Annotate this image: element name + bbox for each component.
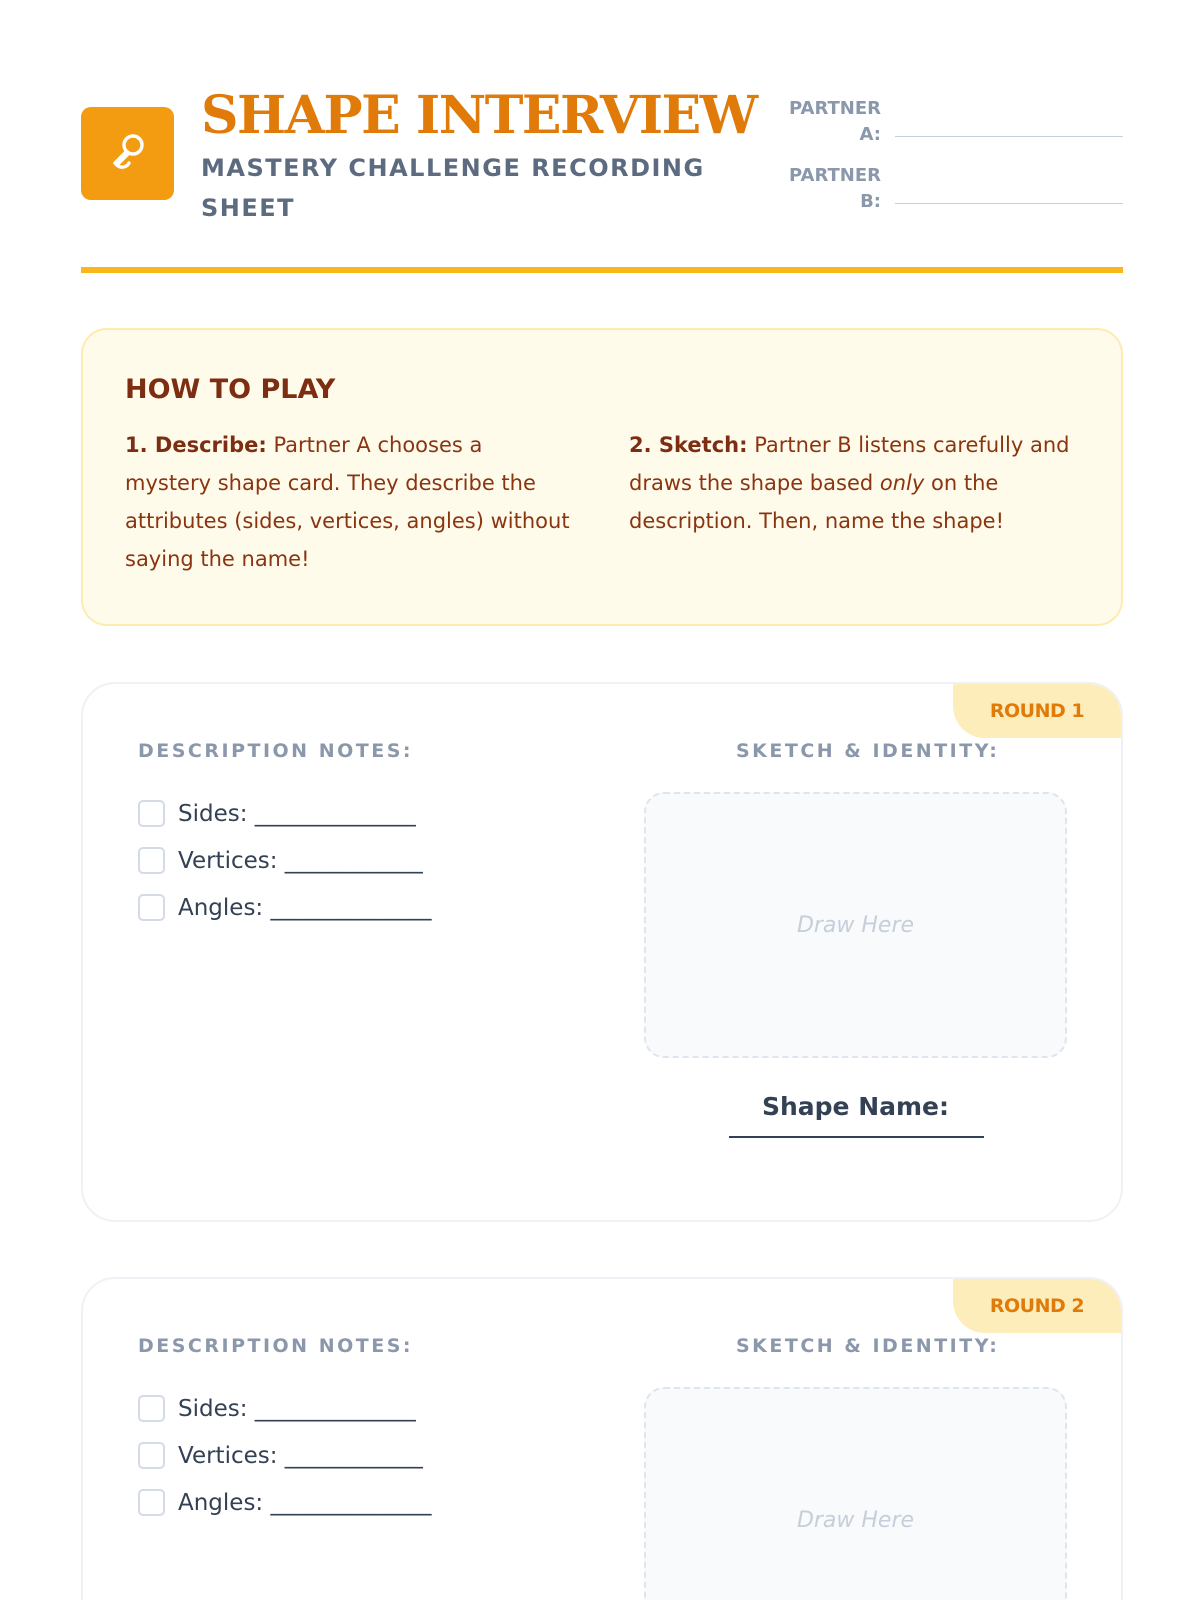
page-title: SHAPE INTERVIEW <box>201 85 757 146</box>
sides-checkbox[interactable] <box>138 1395 165 1422</box>
note-angles <box>138 884 432 931</box>
vertices-checkbox[interactable] <box>138 1442 165 1469</box>
partner-b-field[interactable] <box>895 203 1123 204</box>
note-angles <box>138 1479 432 1526</box>
description-notes-list <box>138 1385 432 1526</box>
microphone-icon <box>105 129 151 179</box>
step-describe-text: Partner A chooses a mystery shape card. They describe the attributes (sides, vertices, angles) without saying the name! <box>125 433 570 571</box>
note-angles-text: Angles: ______________ <box>178 894 432 921</box>
round-badge: ROUND 1 <box>953 684 1121 738</box>
partner-fields <box>781 96 1123 230</box>
step-describe <box>125 426 575 578</box>
sides-checkbox[interactable] <box>138 800 165 827</box>
partner-a-field[interactable] <box>895 136 1123 137</box>
description-notes-label: DESCRIPTION NOTES: <box>138 740 413 762</box>
step-sketch-emphasis: only <box>879 471 925 495</box>
step-sketch-text-before: Partner B listens carefully and draws the shape based <box>629 433 1070 495</box>
shape-name-field[interactable] <box>729 1136 984 1138</box>
vertices-checkbox[interactable] <box>138 847 165 874</box>
step-sketch-text-after: on the description. Then, name the shape! <box>629 471 1004 533</box>
note-vertices <box>138 837 432 884</box>
round-card <box>81 1277 1123 1600</box>
step-describe-label: 1. Describe: <box>125 433 267 457</box>
note-vertices <box>138 1432 432 1479</box>
note-sides-text: Sides: ______________ <box>178 1395 416 1422</box>
how-to-play-panel <box>81 328 1123 626</box>
note-angles-text: Angles: ______________ <box>178 1489 432 1516</box>
sketch-identity-label: SKETCH & IDENTITY: <box>736 1335 1000 1357</box>
note-vertices-text: Vertices: ____________ <box>178 847 423 874</box>
partner-b-row <box>781 163 1123 230</box>
partner-a-label: PARTNER A: <box>788 98 881 145</box>
how-to-play-title: HOW TO PLAY <box>125 374 336 405</box>
round-badge: ROUND 2 <box>953 1279 1121 1333</box>
page-subtitle: MASTERY CHALLENGE RECORDING SHEET <box>201 154 705 222</box>
angles-checkbox[interactable] <box>138 1489 165 1516</box>
logo-badge <box>81 107 174 200</box>
step-sketch-label: 2. Sketch: <box>629 433 748 457</box>
header-divider <box>81 267 1123 273</box>
note-sides <box>138 790 432 837</box>
draw-here-placeholder: Draw Here <box>796 1507 915 1533</box>
description-notes-list <box>138 790 432 931</box>
description-notes-label: DESCRIPTION NOTES: <box>138 1335 413 1357</box>
angles-checkbox[interactable] <box>138 894 165 921</box>
step-sketch <box>629 426 1079 578</box>
draw-here-placeholder: Draw Here <box>796 912 915 938</box>
partner-b-label: PARTNER B: <box>788 165 881 212</box>
partner-a-row <box>781 96 1123 163</box>
sketch-identity-label: SKETCH & IDENTITY: <box>736 740 1000 762</box>
sketch-area[interactable] <box>644 792 1067 1058</box>
page-header <box>81 86 1123 226</box>
sketch-area[interactable] <box>644 1387 1067 1600</box>
note-sides <box>138 1385 432 1432</box>
note-vertices-text: Vertices: ____________ <box>178 1442 423 1469</box>
shape-name-label: Shape Name: <box>761 1092 950 1121</box>
round-card <box>81 682 1123 1222</box>
note-sides-text: Sides: ______________ <box>178 800 416 827</box>
